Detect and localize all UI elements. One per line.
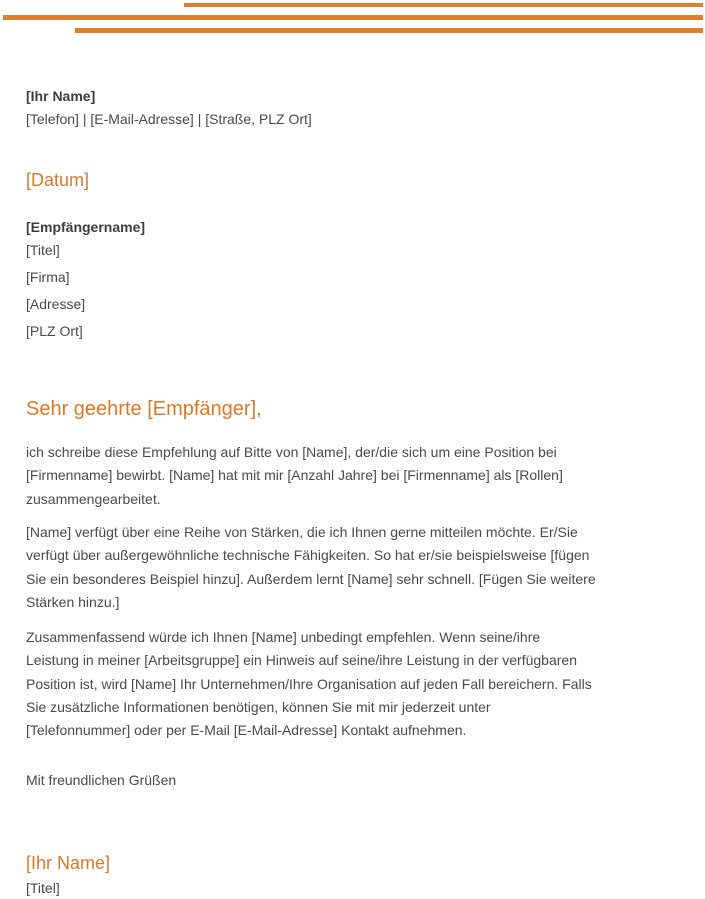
header-accent-bar-middle	[3, 15, 703, 20]
signature-name[interactable]: [Ihr Name]	[26, 853, 111, 873]
sender-name[interactable]: [Ihr Name]	[26, 88, 96, 104]
closing[interactable]: Mit freundlichen Grüßen	[26, 772, 177, 788]
recipient-title[interactable]: [Titel]	[26, 242, 60, 258]
salutation[interactable]: Sehr geehrte [Empfänger],	[26, 398, 262, 420]
recipient-company[interactable]: [Firma]	[26, 269, 70, 285]
letter-date[interactable]: [Datum]	[26, 170, 90, 190]
recipient-name[interactable]: [Empfängername]	[26, 219, 146, 235]
body-paragraph-1[interactable]: ich schreibe diese Empfehlung auf Bitte von [Name], der/die sich um eine Position bei [Firmenname] bewirbt. [Name] hat mit mir [Anzahl Jahre] bei [Firmenname] als [Rollen] zusammengearbeitet.	[26, 444, 563, 507]
body-paragraph-2[interactable]: [Name] verfügt über eine Reihe von Stärken, die ich Ihnen gerne mitteilen möchte. Er/Sie verfügt über außergewöhnliche technische Fähigkeiten. So hat er/sie beispielsweise [fügen Sie ein besonderes Beispiel hinzu]. Außerdem lernt [Name] sehr schnell. [Fügen Sie weitere Stärken hinzu.]	[26, 524, 596, 610]
signature-title[interactable]: [Titel]	[26, 880, 60, 896]
body-paragraph-3[interactable]: Zusammenfassend würde ich Ihnen [Name] unbedingt empfehlen. Wenn seine/ihre Leistung in meiner [Arbeitsgruppe] ein Hinweis auf seine/ihre Leistung in der verfügbaren Position ist, wird [Name] Ihr Unternehmen/Ihre Organisation auf jeden Fall bereichern. Falls Sie zusätzliche Informationen benötigen, können Sie mit mir jederzeit unter [Telefonnummer] oder per E-Mail [E-Mail-Adresse] Kontakt aufnehmen.	[26, 629, 592, 739]
sender-contact[interactable]: [Telefon] | [E-Mail-Adresse] | [Straße, PLZ Ort]	[26, 111, 312, 127]
header-accent-bar-bottom	[75, 28, 703, 33]
recipient-postal-city[interactable]: [PLZ Ort]	[26, 323, 83, 339]
header-accent-bar-top	[184, 3, 703, 7]
recipient-address[interactable]: [Adresse]	[26, 296, 86, 312]
